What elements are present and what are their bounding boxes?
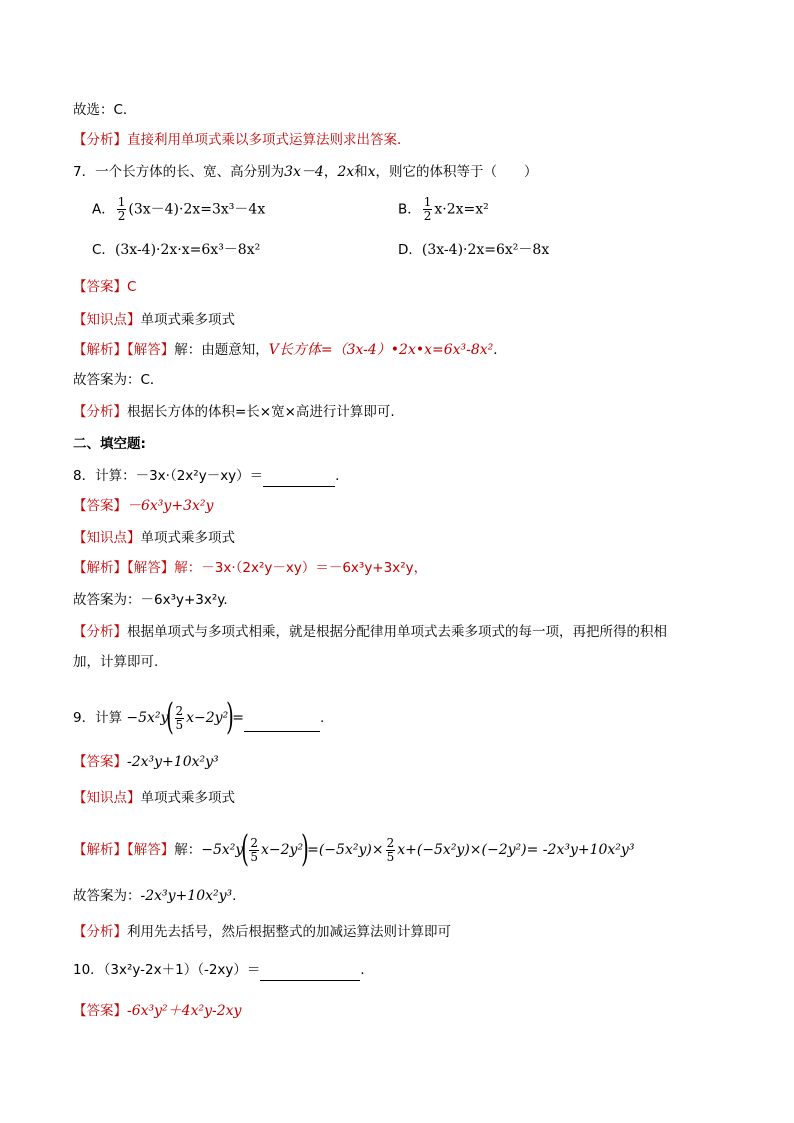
fraction: $\frac{2}{5}$ (175, 703, 184, 732)
q7-conclusion: 故答案为：C． (73, 372, 164, 388)
fraction: $\frac{2}{5}$ (386, 835, 395, 864)
answer-blank (244, 705, 320, 732)
q7-option-c: C．(3x-4)·2x·x=6x³－8x² (92, 242, 261, 258)
q9-analysis: 【分析】利用先去括号，然后根据整式的加减运算法则计算即可 (73, 924, 451, 940)
q8-knowledge: 【知识点】单项式乘多项式 (73, 530, 235, 546)
q9-knowledge: 【知识点】单项式乘多项式 (73, 790, 235, 806)
q8-solution: 【解析】【解答】解：－3x·（2x²y－xy）＝－6x³y+3x²y， (73, 560, 428, 576)
q6-analysis: 【分析】直接利用单项式乘以多项式运算法则求出答案． (73, 132, 411, 148)
q7-option-b: B． $\frac{1}{2}$ x·2x=x² (398, 195, 489, 223)
q9-conclusion: 故答案为：-2x³y+10x²y³. (73, 888, 237, 904)
section-heading: 二、填空题: (73, 436, 146, 452)
q7-knowledge: 【知识点】单项式乘多项式 (73, 312, 235, 328)
q7-option-d: D．(3x-4)·2x=6x²－8x (398, 242, 550, 258)
q9-solution: 【解析】【解答】解：−5x²y( $\frac{2}{5}$ x−2y²)=(−5x²y)× $\frac{2}{5}$ x+(−5x²y)×(−2y²)= -2x³y+10x²y³ (73, 829, 635, 870)
q8-analysis-2: 加，计算即可. (73, 654, 159, 670)
q9-stem: 9．计算 −5x²y( $\frac{2}{5}$ x−2y²)= . (73, 697, 325, 738)
q7-option-a: A． $\frac{1}{2}$ (3x－4)·2x=3x³－4x (92, 195, 266, 223)
q7-stem: 7．一个长方体的长、宽、高分别为3x－4，2x和x，则它的体积等于（ ） (73, 164, 538, 180)
q8-conclusion: 故答案为：－6x³y+3x²y. (73, 592, 228, 608)
q8-analysis-1: 【分析】根据单项式与多项式相乘，就是根据分配律用单项式去乘多项式的每一项，再把所得的积相 (73, 624, 667, 640)
answer-blank (263, 466, 335, 487)
q8-stem: 8．计算：－3x·（2x²y－xy）＝ . (73, 466, 339, 487)
fraction: $\frac{1}{2}$ (117, 195, 126, 223)
answer-blank (260, 960, 360, 981)
q6-conclusion: 故选：C． (73, 102, 137, 118)
analysis-tag: 【分析】 (73, 132, 127, 148)
q7-analysis: 【分析】根据长方体的体积=长×宽×高进行计算即可. (73, 404, 395, 420)
fraction: $\frac{2}{5}$ (250, 835, 258, 864)
fraction: $\frac{1}{2}$ (423, 195, 432, 223)
q7-solution: 【解析】【解答】解：由题意知，V长方体=（3x-4）•2x•x=6x³-8x²． (73, 342, 507, 358)
q10-stem: 10．（3x²y-2x＋1）（-2xy）＝ ． (73, 960, 374, 981)
q10-answer: 【答案】-6x³y²＋4x²y-2xy (73, 1003, 242, 1019)
q9-answer: 【答案】-2x³y+10x²y³ (73, 754, 219, 770)
q7-answer: 【答案】C (73, 279, 137, 295)
q8-answer: 【答案】－6x³y+3x²y (73, 498, 214, 514)
